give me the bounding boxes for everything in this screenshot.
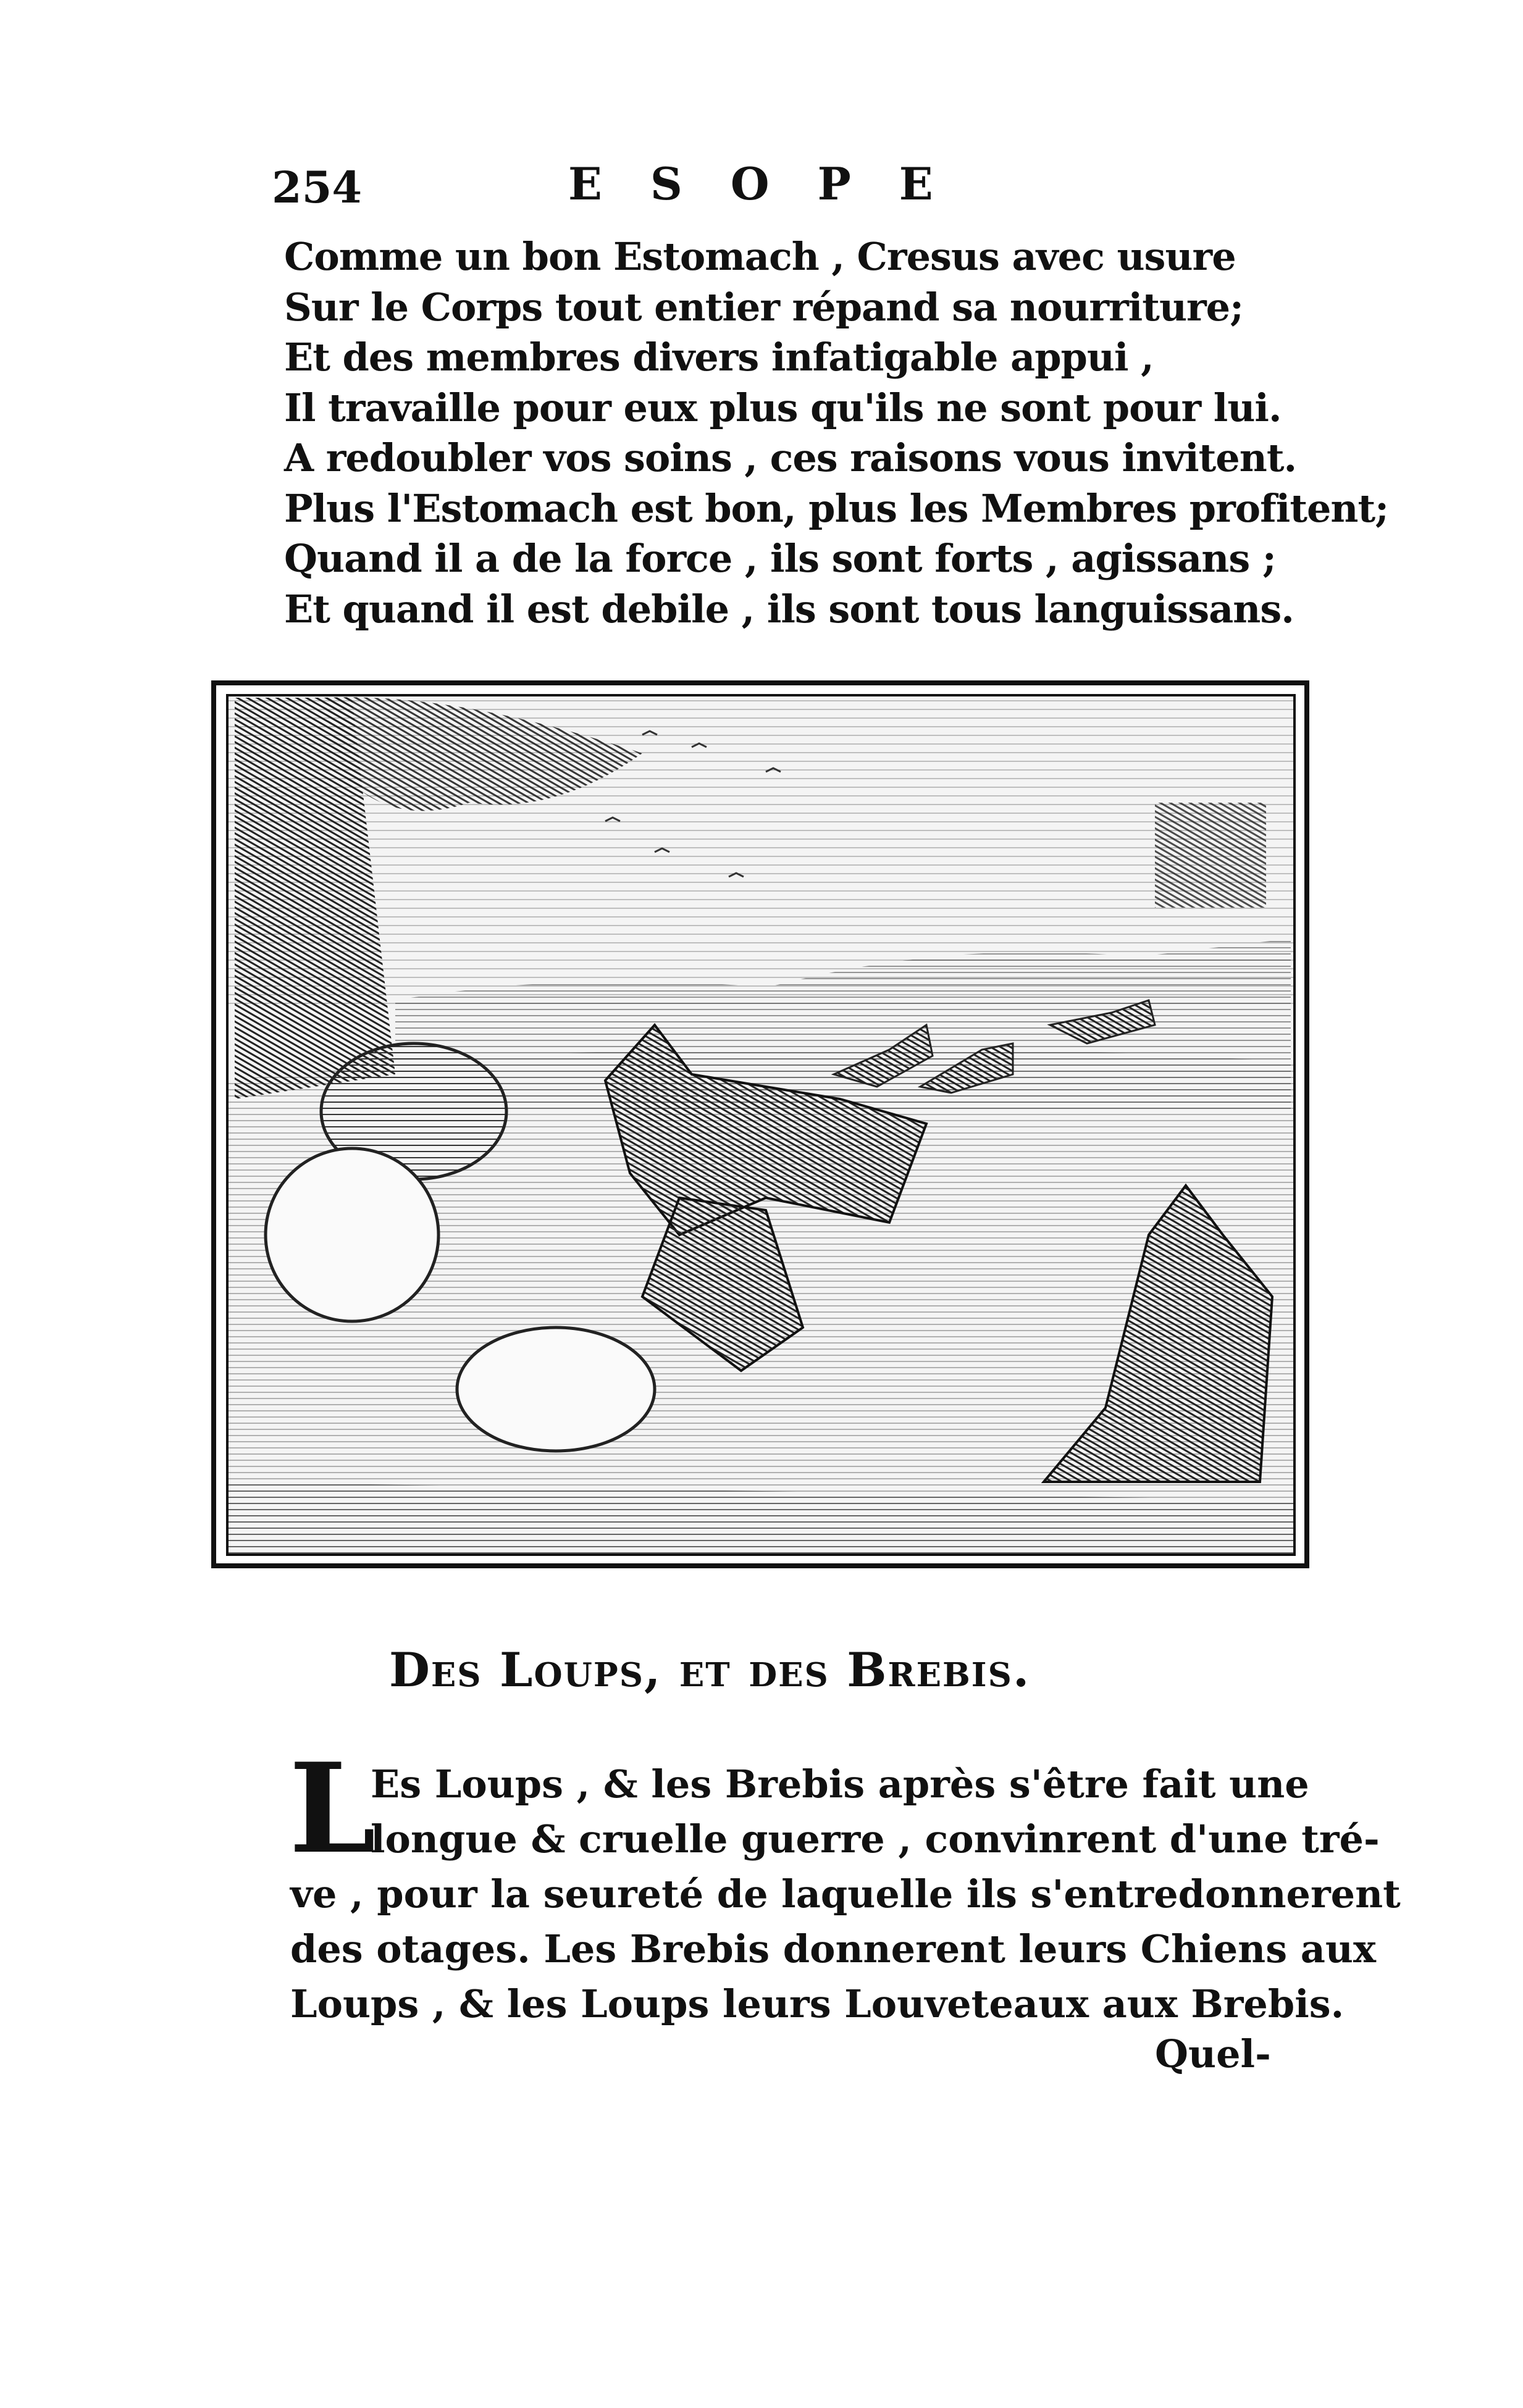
text-line: longue & cruelle guerre , convinrent d'une tré- <box>371 1816 1380 1862</box>
text-line: Es Loups , & les Brebis après s'être fait une <box>371 1762 1309 1807</box>
verse-line: Il travaille pour eux plus qu'ils ne sont pour lui. <box>284 385 1282 430</box>
text-line: Loups , & les Loups leurs Louveteaux aux Brebis. <box>290 1981 1345 2026</box>
verse-block <box>284 232 1389 634</box>
verse-line: Comme un bon Estomach , Cresus avec usure <box>284 234 1236 279</box>
verse-line: Et quand il est debile , ils sont tous languissans. <box>284 586 1294 632</box>
page-number: 254 <box>272 162 363 213</box>
fable-text <box>290 1757 1401 2031</box>
verse-line: Quand il a de la force , ils sont forts , agissans ; <box>284 536 1276 581</box>
verse-line: Plus l'Estomach est bon, plus les Membres profitent; <box>284 485 1389 531</box>
verse-line: A redoubler vos soins , ces raisons vous invitent. <box>284 435 1297 480</box>
engraving-illustration <box>210 679 1315 1574</box>
fable-title: Des Loups, et des Brebis. <box>389 1642 1031 1697</box>
text-line: des otages. Les Brebis donnerent leurs Chiens aux <box>290 1926 1376 1971</box>
running-title: ESOPE <box>568 157 981 210</box>
farmhouse <box>1155 803 1266 908</box>
text-line: ve , pour la seureté de laquelle ils s'entredonnerent <box>290 1871 1401 1917</box>
drop-cap: L <box>289 1736 376 1881</box>
verse-line: Sur le Corps tout entier répand sa nourriture; <box>284 284 1244 330</box>
verse-line: Et des membres divers infatigable appui , <box>284 335 1154 380</box>
catchword: Quel- <box>1155 2031 1271 2076</box>
